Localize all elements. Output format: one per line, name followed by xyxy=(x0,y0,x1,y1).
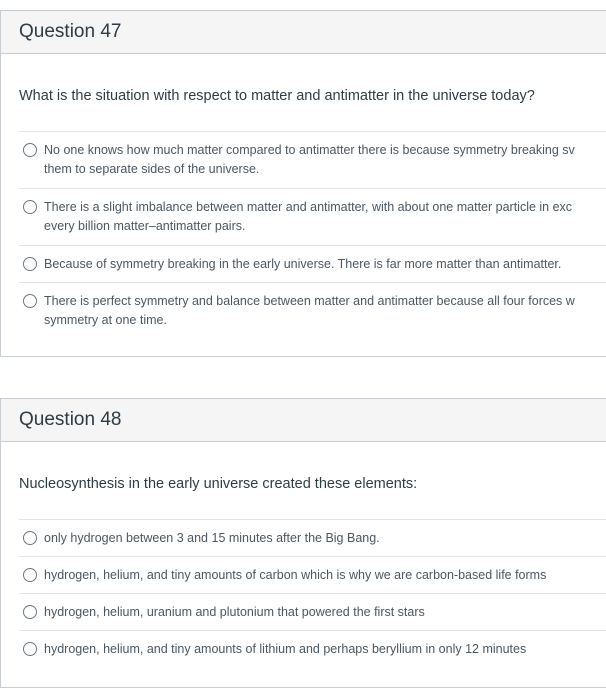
answer-label: hydrogen, helium, and tiny amounts of lithium and perhaps beryllium in only 12 minutes xyxy=(44,642,527,656)
question-text: What is the situation with respect to matter and antimatter in the universe today? xyxy=(19,88,535,104)
radio-button[interactable] xyxy=(23,642,37,656)
answer-option[interactable] xyxy=(19,556,606,593)
question-title: Question 48 xyxy=(19,409,122,430)
question-title: Question 47 xyxy=(19,21,122,42)
answer-label: There is a slight imbalance between matter and antimatter, with about one matter particle in exc every billion matter–antimatter pairs. xyxy=(44,200,573,233)
answer-option[interactable] xyxy=(19,245,606,282)
question-47 xyxy=(0,10,606,357)
radio-button[interactable] xyxy=(23,568,37,582)
answer-option[interactable] xyxy=(19,131,606,188)
answer-option[interactable] xyxy=(19,519,606,556)
answer-label: Because of symmetry breaking in the early universe. There is far more matter than antimatter. xyxy=(44,257,562,271)
question-header xyxy=(1,399,606,442)
answer-label: only hydrogen between 3 and 15 minutes after the Big Bang. xyxy=(44,531,380,545)
radio-button[interactable] xyxy=(23,257,37,271)
answer-label: There is perfect symmetry and balance between matter and antimatter because all four forces w symmetry at one time. xyxy=(44,294,575,327)
radio-button[interactable] xyxy=(23,200,37,214)
answer-label: hydrogen, helium, and tiny amounts of carbon which is why we are carbon-based life forms xyxy=(44,568,547,582)
answer-option[interactable] xyxy=(19,188,606,245)
answer-option[interactable] xyxy=(19,630,606,667)
answer-label: hydrogen, helium, uranium and plutonium that powered the first stars xyxy=(44,605,425,619)
answer-option[interactable] xyxy=(19,282,606,339)
radio-button[interactable] xyxy=(23,605,37,619)
answer-option[interactable] xyxy=(19,593,606,630)
question-text: Nucleosynthesis in the early universe created these elements: xyxy=(19,476,418,492)
answer-label: No one knows how much matter compared to antimatter there is because symmetry breaking sv them to separate sides of the universe. xyxy=(44,143,575,176)
radio-button[interactable] xyxy=(23,294,37,308)
radio-button[interactable] xyxy=(23,143,37,157)
question-48 xyxy=(0,398,606,688)
answer-list xyxy=(19,519,606,667)
answer-list xyxy=(19,131,606,339)
radio-button[interactable] xyxy=(23,531,37,545)
question-header xyxy=(1,11,606,54)
